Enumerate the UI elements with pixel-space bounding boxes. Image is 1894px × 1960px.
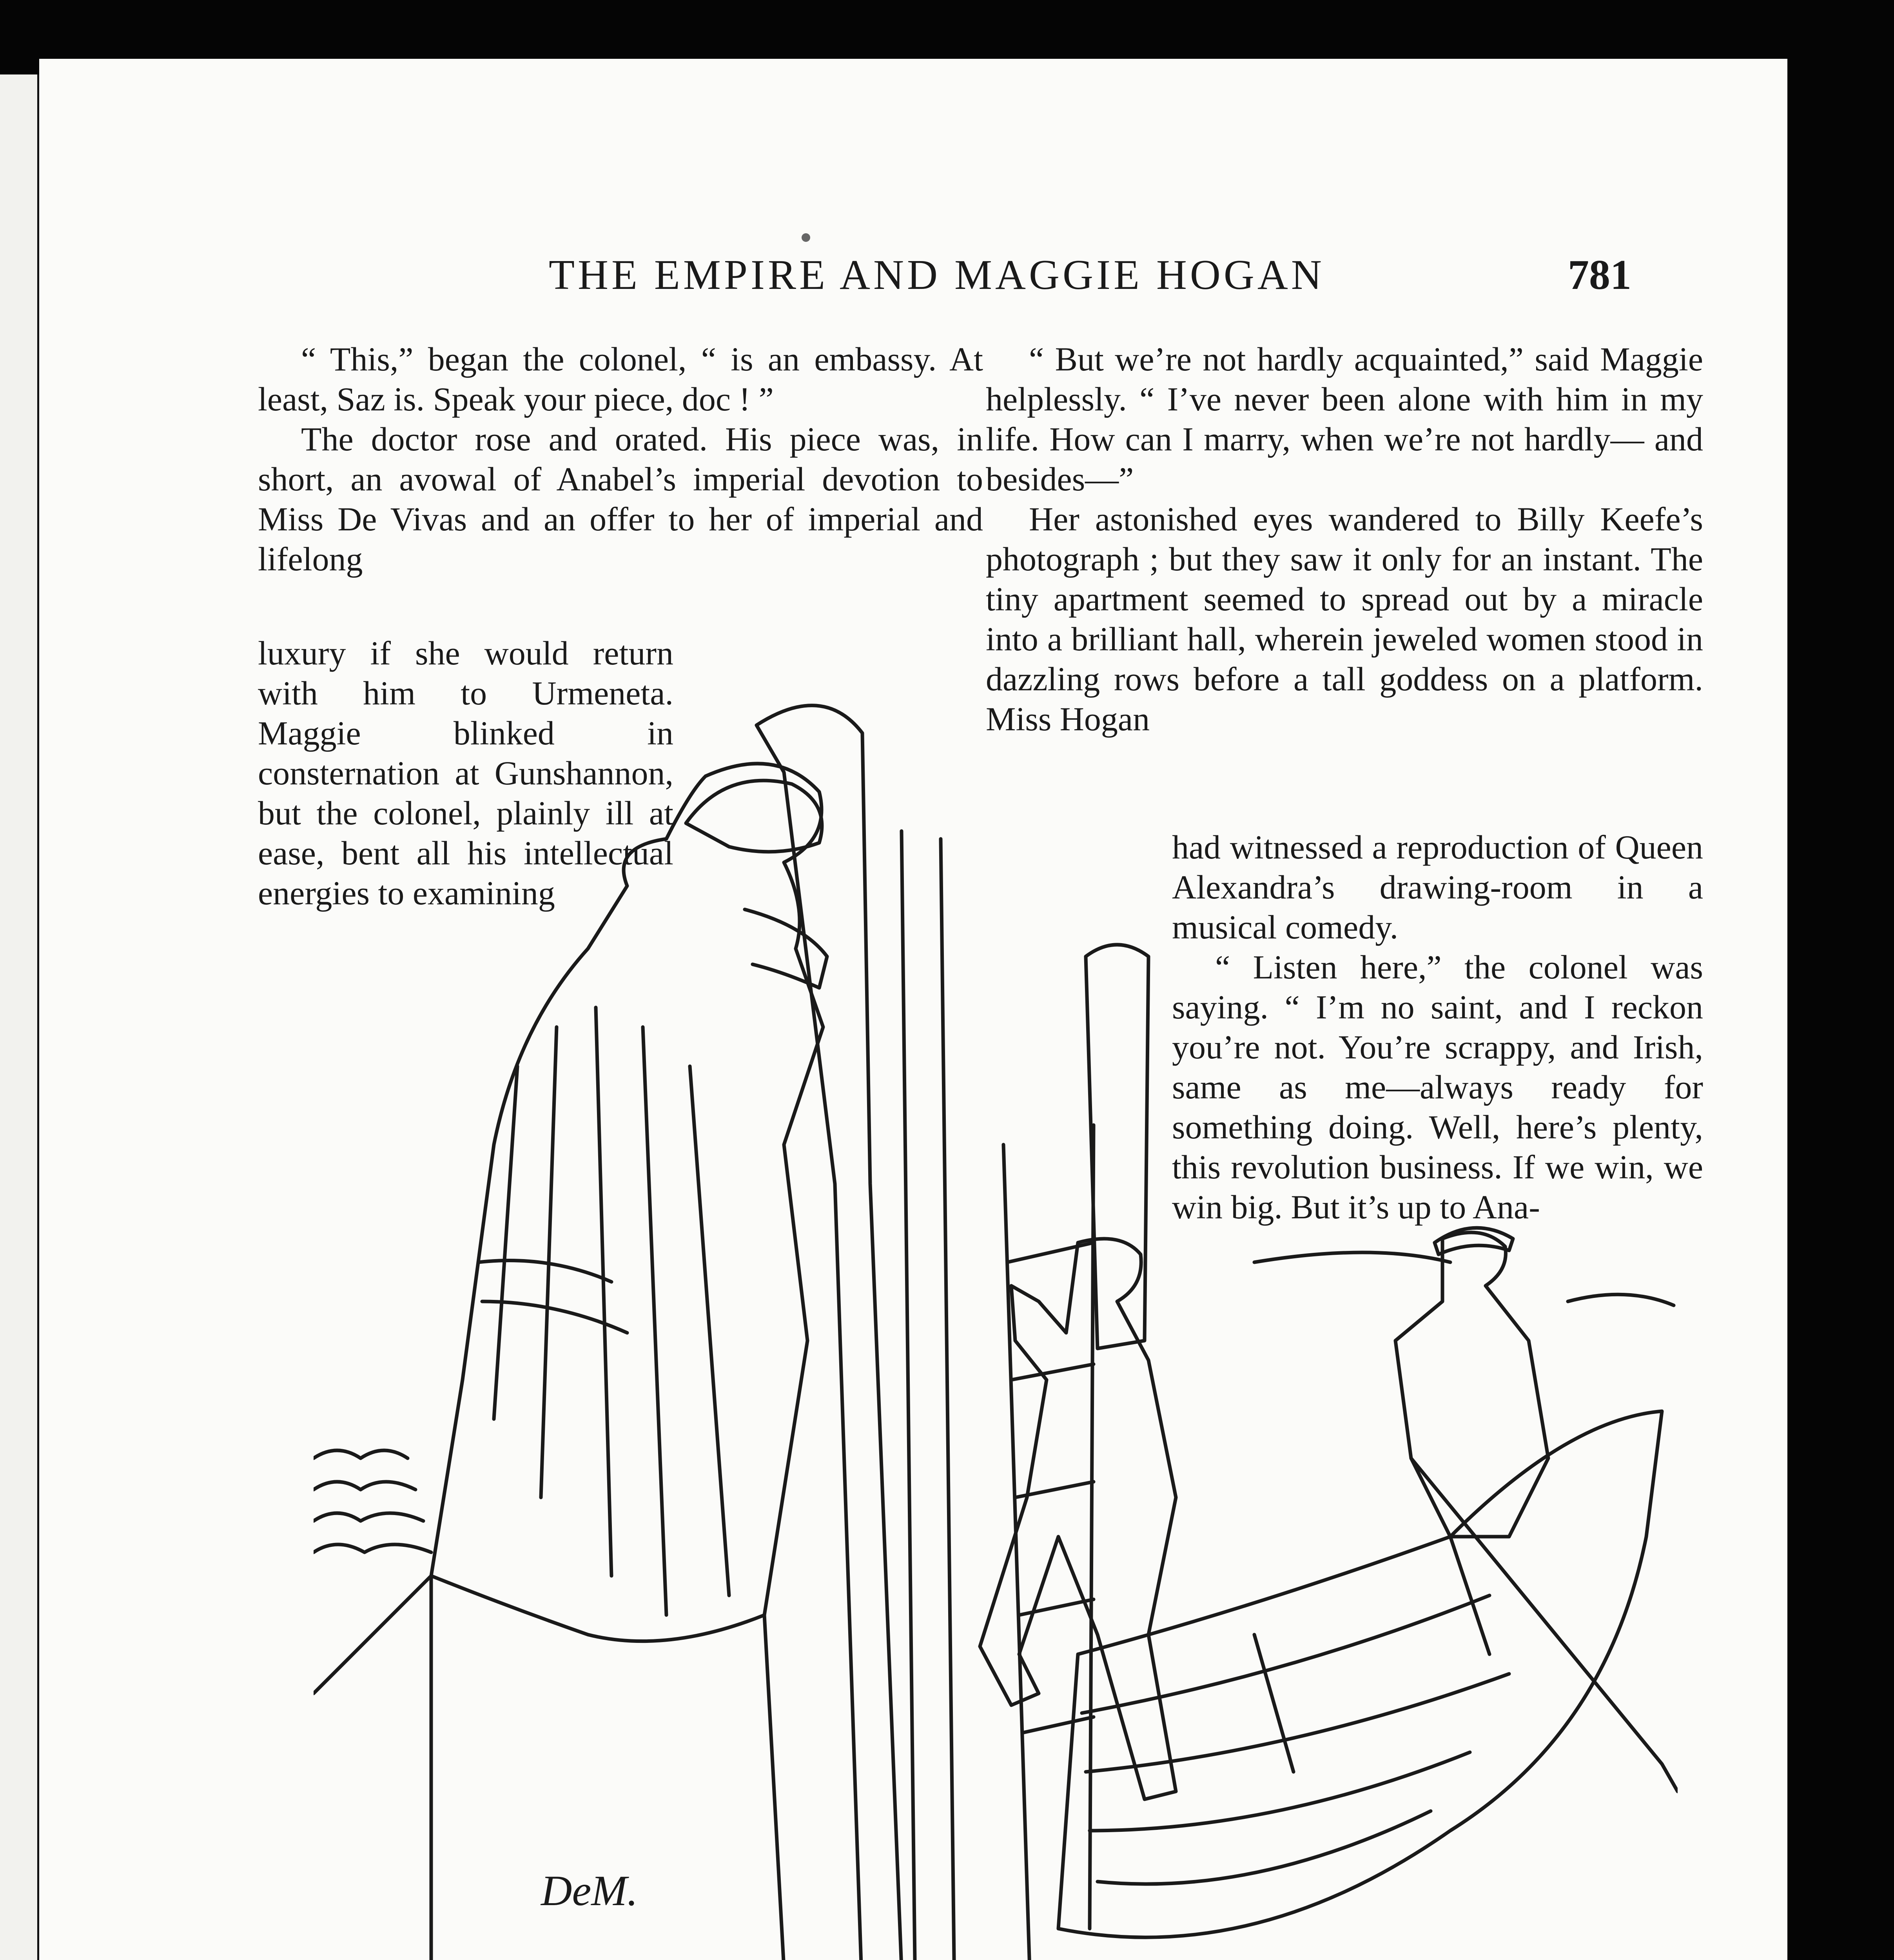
header-ornament — [802, 233, 810, 242]
page-number: 781 — [1568, 252, 1631, 298]
woman-arm — [745, 909, 827, 988]
illustration-wharf-rowboat — [314, 674, 1678, 1960]
oar — [1411, 1458, 1678, 1791]
paragraph: “ Listen here,” the colonel was saying. “ I’m no saint, and I reckon you’re not. You’re scrappy, and Irish, same as me—always ready for something doing. Well, here’s plenty, this revolution business. If we win, we win big. But it’s up to Ana- — [1172, 948, 1703, 1226]
paragraph: “ This,” began the colonel, “ is an embassy. At least, Saz is. Speak your piece, doc ! ” — [258, 340, 983, 418]
paragraph: The doctor rose and orated. His piece was, in short, an avowal of Anabel’s imperial devotion to Miss De Vivas and an offer to her of imperial and lifelong — [258, 420, 983, 578]
book-page — [39, 59, 1787, 1960]
column-left-top — [258, 339, 983, 579]
page-header — [39, 200, 1787, 298]
paragraph: had witnessed a reproduction of Queen Alexandra’s drawing-room in a musical comedy. — [1172, 828, 1703, 946]
paragraph: “ But we’re not hardly acquainted,” said Maggie helplessly. “ I’ve never been alone with him in my life. How can I marry, when we’re not hardly— and besides—” — [986, 340, 1703, 498]
man-rowing — [1395, 1232, 1548, 1537]
woman-cape-lines — [478, 1007, 729, 1615]
woman-hat — [686, 780, 822, 852]
paragraph: Her astonished eyes wandered to Billy Keefe’s photograph ; but they saw it only for an instant. The tiny apartment seemed to spread out by a miracle into a brilliant hall, wherein jeweled women stood in dazzling rows before a tall goddess on a platform. Miss Hogan — [986, 500, 1703, 738]
wharf-post — [757, 706, 902, 1960]
rowboat — [1058, 1411, 1662, 1937]
woman-figure — [431, 764, 823, 1641]
running-title: THE EMPIRE AND MAGGIE HOGAN — [549, 252, 1325, 298]
wharf-post-tall — [902, 831, 956, 1960]
ladder — [1003, 1125, 1094, 1960]
paragraph: luxury if she would return with him to Urmeneta. Maggie blinked in consternation at Gunshannon, but the colonel, plainly ill at ease, bent all his intellectual energies to examining — [258, 634, 673, 912]
cobblestones — [314, 1450, 431, 1552]
illustrator-signature: DeM. — [541, 1867, 638, 1915]
